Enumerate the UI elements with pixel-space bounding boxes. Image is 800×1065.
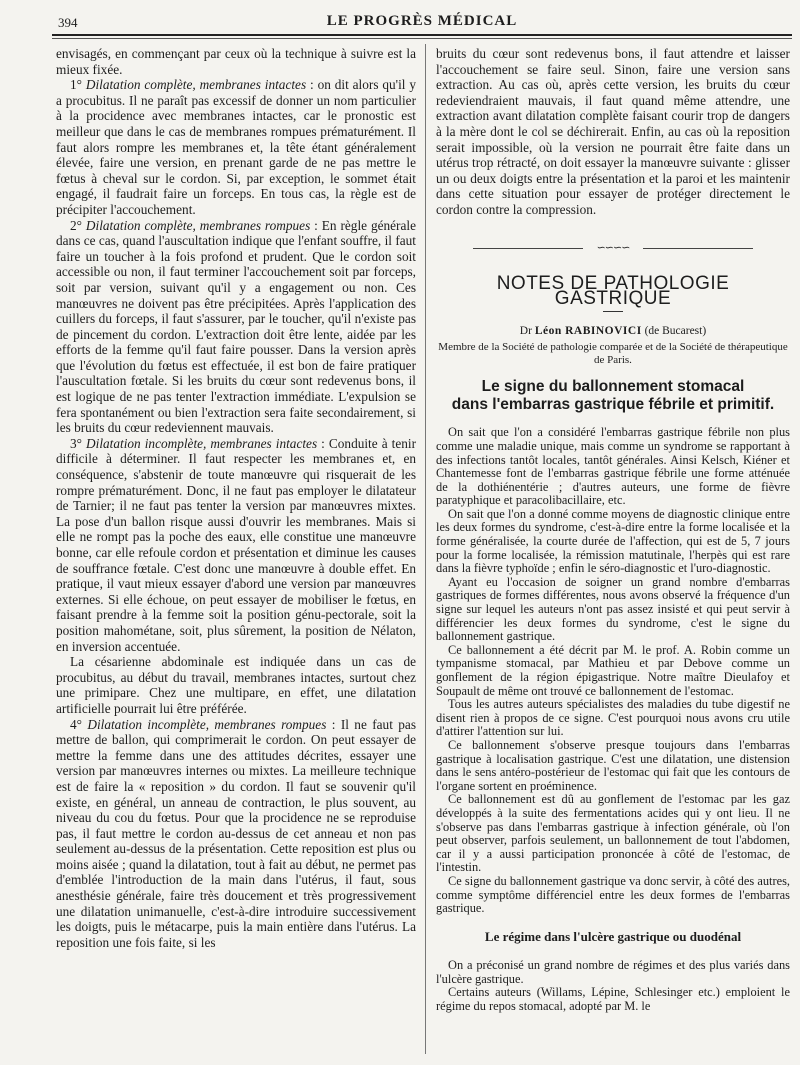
author-origin: (de Bucarest): [641, 324, 707, 337]
author-line: [436, 324, 790, 340]
paragraph-cesarean: La césarienne abdominale est indiquée dans un cas de procubitus, au début du travail, membranes intactes, surtout chez une primipare. Chez une multipare, en effet, une dilatation artificielle pourrait lui être préférée.: [56, 654, 416, 716]
left-column: [56, 46, 416, 950]
page-number: 394: [58, 15, 78, 30]
header-rule-thin: [52, 38, 792, 39]
subsection-paragraph: Certains auteurs (Willams, Lépine, Schlesinger etc.) emploient le régime du repos stomacal, adopté par M. le: [436, 985, 790, 1014]
subsection-title: Le régime dans l'ulcère gastrique ou duodénal: [484, 928, 742, 944]
article-paragraph: Ce ballonnement a été décrit par M. le prof. A. Robin comme un tympanisme stomacal, par Mathieu et par Debove comme un gonflement de la région épigastrique. Notre maître Dieulafoy et Soupault de même ont trouvé ce ballonnement de l'estomac.: [436, 642, 790, 698]
paragraph-case-3: [56, 436, 416, 654]
case-number: 3°: [70, 435, 87, 451]
article-title-line-2: dans l'embarras gastrique fébrile et primitif.: [451, 396, 775, 414]
paragraph-intro: envisagés, en commençant par ceux où la technique à suivre est la mieux fixée.: [56, 46, 416, 77]
article-paragraph: On sait que l'on a considéré l'embarras gastrique fébrile non plus comme une maladie unique, mais comme un syndrome se rapportant à des infections tantôt locales, tantôt générales. Ainsi Kelsch, Kiéner et Chantemesse font de l'embarras gastrique fébrile une forme atténuée de la dothiénentérie ; d'autres auteurs, une forme de fièvre paratyphique et paracolibacillaire, etc.: [436, 425, 790, 508]
paragraph-case-4: [56, 717, 416, 951]
case-text: : on dit alors qu'il y a procubitus. Il ne paraît pas excessif de donner un nom particulier à la procidence avec membranes intactes, car le pronostic est meilleur que dans le cas de membranes rompues prématurément. Il faut alors rompre les membranes et, la tête étant généralement élevée, faire une version, en prenant garde de ne pas mettre le fœtus à cheval sur le cordon. Si, par exception, le sommet était engagé, il faudrait faire un forceps. En tous cas, la règle est de précipiter l'accouchement.: [56, 77, 416, 217]
paragraph-continuation: bruits du cœur sont redevenus bons, il faut attendre et laisser l'accouchement se faire seul. Sinon, faire une version sans extraction. Au cas où, après cette version, les bruits du cœur redeviendraient mauvais, il faut quand même attendre, une extraction avant dilatation complète faisant courir trop de dangers à la mère dont le col se déchirerait. Enfin, au cas où la reposition serait impossible, où la version ne pourrait être faite dans un utérus trop rétracté, on doit essayer la manœuvre suivante : glisser un ou deux doigts entre la présentation et la paroi et les maintenir dans cette situation pour essayer de protéger directement le cordon contre la compression.: [436, 46, 790, 217]
author-affiliation: Membre de la Société de pathologie comparée et de la Société de thérapeutique de Paris.: [438, 341, 788, 366]
case-text: : En règle générale dans ce cas, quand l'auscultation indique que l'enfant souffre, il faut faire un toucher à la fois profond et prudent. Que le cordon soit accessible ou non, il faut terminer l'accouchement soit par forceps, soit par version, suivant qu'il y a engagement ou non. Ces manœuvres ne doivent pas être précipitées. Après l'application des cuillers du forceps, il faut s'assurer, par le toucher, qu'il n'existe pas de pincement du cordon. L'extraction doit être lente, aidée par les efforts de la femme qu'il faut faire pousser. Dans la version après que l'évolution du fœtus est effectuée, il est bon de faire pratiquer l'auscultation fœtale. Si les bruits du cœur sont redevenus bons, il est logique de ne pas tenter l'extraction immédiate. L'expulsion se fera spontanément ou bien l'extraction sera faite secondairement, si les bruits du cœur redeviennent mauvais.: [56, 217, 416, 436]
article-body: [436, 426, 790, 1013]
case-heading: Dilatation complète, membranes rompues: [85, 217, 311, 233]
case-text: : Conduite à tenir difficile à déterminer. Il faut respecter les membranes et, en conséquence, s'abstenir de toute manœuvre qui risquerait de les rompre prématurément. Donc, il ne faut pas employer le dilatateur de Tarnier; il ne faut pas tenter la version par manœuvres mixtes. La pose d'un ballon risque aussi d'ouvrir les membranes. Mais si elle ne rompt pas la poche des eaux, elle constitue une manœuvre bonne, car elle refoule cordon et présentation et diminue les causes de souffrance fœtale. C'est donc une manœuvre à double effet. En pratique, il vaut mieux essayer d'abord une version par manœuvres externes. Si elle échoue, on peut essayer de mobiliser le fœtus, en faisant prendre à la femme soit la position génu-pectorale, soit la position mahométane, soit, plus sûrement, la position de Nélaton, en inversion accentuée.: [56, 435, 416, 654]
article-paragraph: Ce ballonnement s'observe presque toujours dans l'embarras gastrique à localisation gastrique. C'est une dilatation, une distension dans le sens antéro-postérieur de l'estomac qui fait que les contours de l'organe sortent en proéminence.: [436, 737, 790, 793]
article-title-line-1: Le signe du ballonnement stomacal: [481, 378, 745, 396]
subsection-paragraph: On a préconisé un grand nombre de régimes et des plus variés dans l'ulcère gastrique.: [436, 958, 790, 986]
title-rule: [603, 311, 623, 312]
article-paragraph: Ayant eu l'occasion de soigner un grand nombre d'embarras gastriques de formes différentes, nous avons observé la fréquence d'un signe sur lequel les auteurs n'ont pas assez insisté et qui peut servir à différencier les deux formes du syndrome, c'est le signe du ballonnement gastrique.: [436, 574, 790, 644]
section-title: NOTES DE PATHOLOGIE GASTRIQUE: [496, 272, 730, 310]
author-prefix: Dr: [519, 324, 535, 337]
section-separator: [473, 241, 753, 254]
article-paragraph: On sait que l'on a donné comme moyens de diagnostic clinique entre les deux formes du syndrome, c'est-à-dire entre la forme localisée et la forme généralisée, la courte durée de l'affection, qui est de 5, 7 jours pour la forme localisée, la rémission matutinale, l'herpès qui est rare dans la fièvre typhoïde ; enfin le séro-diagnostic et l'uro-diagnostic.: [436, 506, 790, 576]
column-divider: [425, 44, 426, 1054]
page-header: [52, 8, 792, 32]
header-rule: [52, 34, 792, 36]
author-name: Léon RABINOVICI: [534, 324, 642, 337]
case-number: 1°: [70, 77, 86, 93]
paragraph-case-1: [56, 77, 416, 217]
case-heading: Dilatation complète, membranes intactes: [85, 77, 307, 93]
article-title: [436, 378, 790, 414]
separator-ornament: ∽∽∽∽: [596, 241, 630, 254]
paragraph-case-2: [56, 218, 416, 436]
journal-title: LE PROGRÈS MÉDICAL: [326, 13, 518, 29]
article-paragraph: Ce ballonnement est dû au gonflement de l'estomac par les gaz développés à la suite des fermentations acides qui y ont lieu. Il ne s'observe pas dans l'embarras gastrique à infection générale, où l'on peut observer, parfois seulement, un ballonnement de tout l'abdomen, car il y a aussi participation prononcée à côté de l'estomac, de l'intestin.: [436, 792, 790, 875]
article-paragraph: Ce signe du ballonnement gastrique va donc servir, à côté des autres, comme symptôme différenciel entre les deux formes de l'embarras gastrique.: [436, 873, 790, 916]
case-number: 2°: [70, 217, 86, 233]
article-paragraph: Tous les autres auteurs spécialistes des maladies du tube digestif ne disent rien à propos de ce signe. C'est pourquoi nous avons cru utile d'attirer l'attention sur lui.: [436, 697, 790, 739]
right-column: [436, 46, 790, 1014]
case-number: 4°: [70, 716, 88, 732]
case-heading: Dilatation incomplète, membranes intactes: [86, 435, 318, 451]
case-text: : Il ne faut pas mettre de ballon, qui comprimerait le cordon. On peut essayer de mettre la femme dans une des attitudes décrites, essayer une version par manœuvres internes ou mixtes. La meilleure technique est de faire la « reposition » du cordon. Il faut se souvenir qu'il existe, en général, un anneau de contraction, le plus souvent, au niveau du cou du fœtus. Pour que la procidence ne se reproduise pas, il faut mettre le cordon au-dessus de cet anneau et non pas seulement au-dessus de la présentation. Cette reposition est plus ou moins aisée ; quand la dilatation, tout à fait au début, ne permet pas d'emblée l'introduction de la main dans l'utérus, il faut, sous anesthésie générale, faire très doucement et très progressivement une dilatation unimanuelle, c'est-à-dire introduire successivement les doigts, puis le métacarpe, puis la main entière dans l'utérus. La reposition une fois faite, si les: [56, 716, 416, 950]
case-heading: Dilatation incomplète, membranes rompues: [87, 716, 327, 732]
